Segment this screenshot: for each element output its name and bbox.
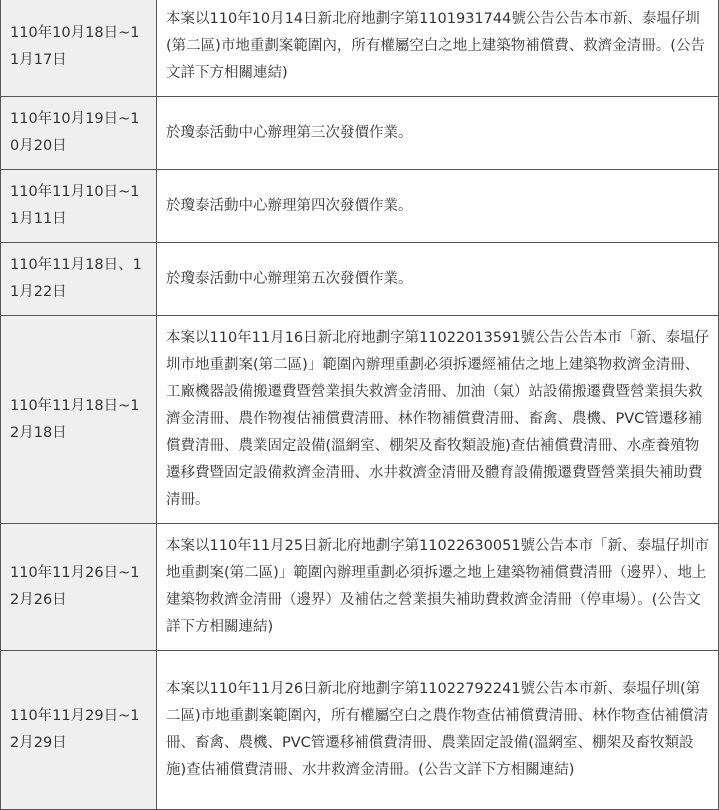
date-cell: 110年10月19日~10月20日 (1, 97, 157, 170)
description-cell: 本案以110年10月14日新北府地劃字第1101931744號公告公告本市新、泰塭仔圳(第二區)市地重劃案範圍內，所有權屬空白之地上建築物補償費、救濟金清冊。(公告文詳下方相關連結) (157, 0, 719, 97)
date-cell: 110年11月18日、11月22日 (1, 243, 157, 316)
table-row (1, 97, 719, 170)
description-cell: 於瓊泰活動中心辦理第五次發價作業。 (157, 243, 719, 316)
description-cell: 於瓊泰活動中心辦理第四次發價作業。 (157, 170, 719, 243)
date-cell: 110年10月18日~11月17日 (1, 0, 157, 97)
table-row (1, 0, 719, 97)
description-cell: 於瓊泰活動中心辦理第三次發價作業。 (157, 97, 719, 170)
table-row (1, 651, 719, 810)
table-row (1, 170, 719, 243)
description-cell: 本案以110年11月16日新北府地劃字第11022013591號公告公告本市「新、泰塭仔圳市地重劃案(第二區)」範圍內辦理重劃必須拆遷經補估之地上建築物救濟金清冊、工廠機器設備搬遷費暨營業損失救濟金清冊、加油（氣）站設備搬遷費暨營業損失救濟金清冊、農作物複估補償費清冊、林作物補償費清冊、畜禽、農機、PVC管遷移補償費清冊、農業固定設備(溫網室、棚架及畜牧類設施)查估補償費清冊、水產養殖物遷移費暨固定設備救濟金清冊、水井救濟金清冊及體育設備搬遷費暨營業損失補助費清冊。 (157, 316, 719, 524)
description-cell: 本案以110年11月26日新北府地劃字第11022792241號公告本市新、泰塭仔圳(第二區)市地重劃案範圍內，所有權屬空白之農作物查估補償費清冊、林作物查估補償清冊、畜禽、農機、PVC管遷移補償費清冊、農業固定設備(溫網室、棚架及畜牧類設施)查估補償費清冊、水井救濟金清冊。(公告文詳下方相關連結) (157, 651, 719, 810)
description-cell: 本案以110年11月25日新北府地劃字第11022630051號公告本市「新、泰塭仔圳市地重劃案(第二區)」範圍內辦理重劃必須拆遷之地上建築物補償費清冊（邊界）、地上建築物救濟金清冊（邊界）及補估之營業損失補助費救濟金清冊（停車場）。(公告文詳下方相關連結) (157, 524, 719, 651)
table-row (1, 243, 719, 316)
date-cell: 110年11月26日~12月26日 (1, 524, 157, 651)
table-row (1, 524, 719, 651)
date-cell: 110年11月29日~12月29日 (1, 651, 157, 810)
date-cell: 110年11月18日~12月18日 (1, 316, 157, 524)
date-cell: 110年11月10日~11月11日 (1, 170, 157, 243)
table-row (1, 316, 719, 524)
